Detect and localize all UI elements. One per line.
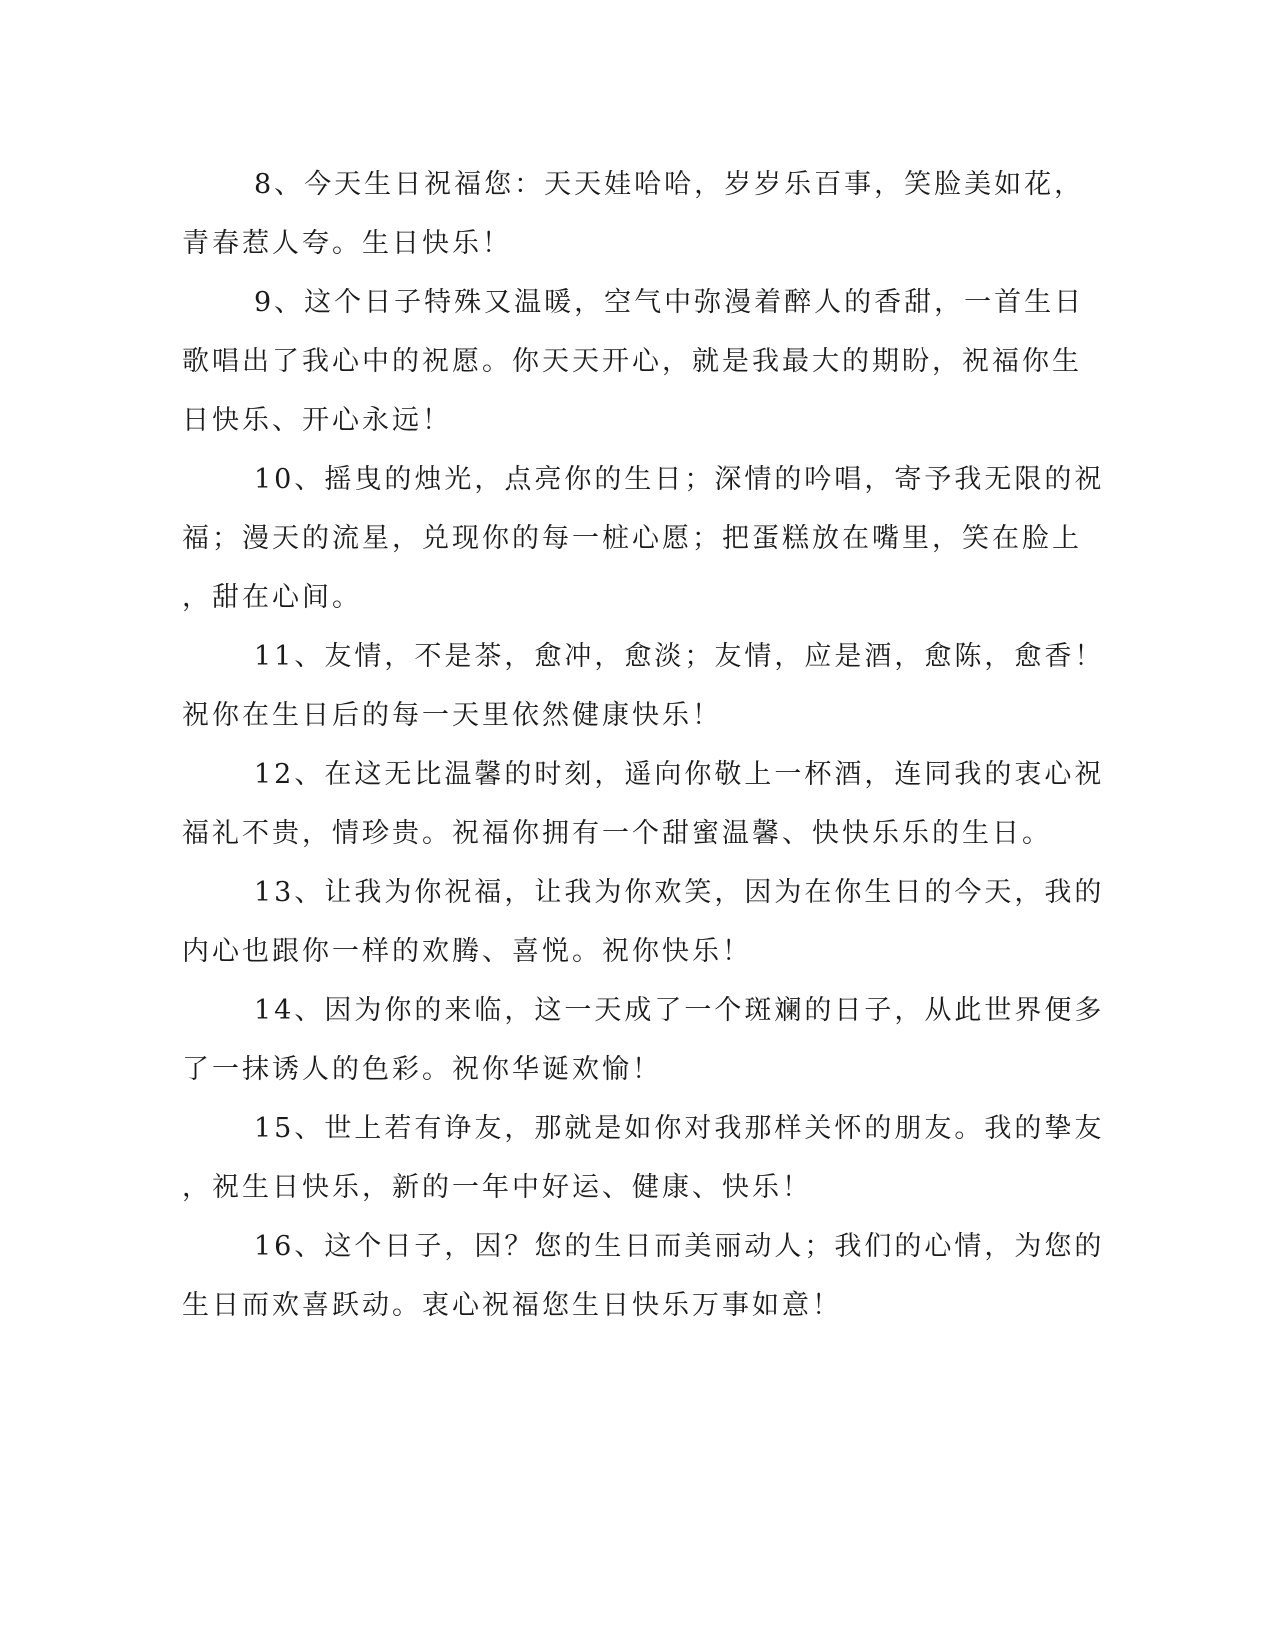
paragraph-line: 了一抹诱人的色彩。祝你华诞欢愉！ (182, 1054, 662, 1085)
paragraph-line: 10、摇曳的烛光，点亮你的生日；深情的吟唱，寄予我无限的祝 (254, 464, 1105, 495)
paragraph-13 (182, 863, 1105, 981)
paragraph-9 (182, 273, 1085, 450)
paragraph-11 (182, 627, 1105, 745)
paragraph-16 (182, 1217, 1105, 1335)
paragraph-14 (182, 981, 1105, 1099)
paragraph-line: 生日而欢喜跃动。衷心祝福您生日快乐万事如意！ (182, 1290, 842, 1321)
paragraph-line: ，甜在心间。 (182, 582, 362, 613)
paragraph-line: 16、这个日子，因？您的生日而美丽动人；我们的心情，为您的 (254, 1231, 1105, 1262)
paragraph-line: 8、今天生日祝福您：天天娃哈哈，岁岁乐百事，笑脸美如花， (254, 169, 1085, 200)
paragraph-line: 日快乐、开心永远！ (182, 405, 452, 436)
paragraph-line: 青春惹人夸。生日快乐！ (182, 228, 512, 259)
paragraph-line: 11、友情，不是茶，愈冲，愈淡；友情，应是酒，愈陈，愈香！ (254, 641, 1105, 672)
paragraph-10 (182, 450, 1105, 627)
paragraph-line: 祝你在生日后的每一天里依然健康快乐！ (182, 700, 722, 731)
paragraph-line: 12、在这无比温馨的时刻，遥向你敬上一杯酒，连同我的衷心祝 (254, 759, 1105, 790)
paragraph-line: 福；漫天的流星，兑现你的每一桩心愿；把蛋糕放在嘴里，笑在脸上 (182, 523, 1082, 554)
document-body (182, 155, 1105, 1335)
paragraph-line: 福礼不贵，情珍贵。祝福你拥有一个甜蜜温馨、快快乐乐的生日。 (182, 818, 1052, 849)
paragraph-8 (182, 155, 1085, 273)
paragraph-line: 内心也跟你一样的欢腾、喜悦。祝你快乐！ (182, 936, 752, 967)
paragraph-line: ，祝生日快乐，新的一年中好运、健康、快乐！ (182, 1172, 812, 1203)
paragraph-line: 歌唱出了我心中的祝愿。你天天开心，就是我最大的期盼，祝福你生 (182, 346, 1082, 377)
paragraph-15 (182, 1099, 1105, 1217)
paragraph-line: 9、这个日子特殊又温暖，空气中弥漫着醉人的香甜，一首生日 (254, 287, 1085, 318)
paragraph-line: 15、世上若有诤友，那就是如你对我那样关怀的朋友。我的挚友 (254, 1113, 1105, 1144)
paragraph-line: 13、让我为你祝福，让我为你欢笑，因为在你生日的今天，我的 (254, 877, 1105, 908)
paragraph-line: 14、因为你的来临，这一天成了一个斑斓的日子，从此世界便多 (254, 995, 1105, 1026)
paragraph-12 (182, 745, 1105, 863)
